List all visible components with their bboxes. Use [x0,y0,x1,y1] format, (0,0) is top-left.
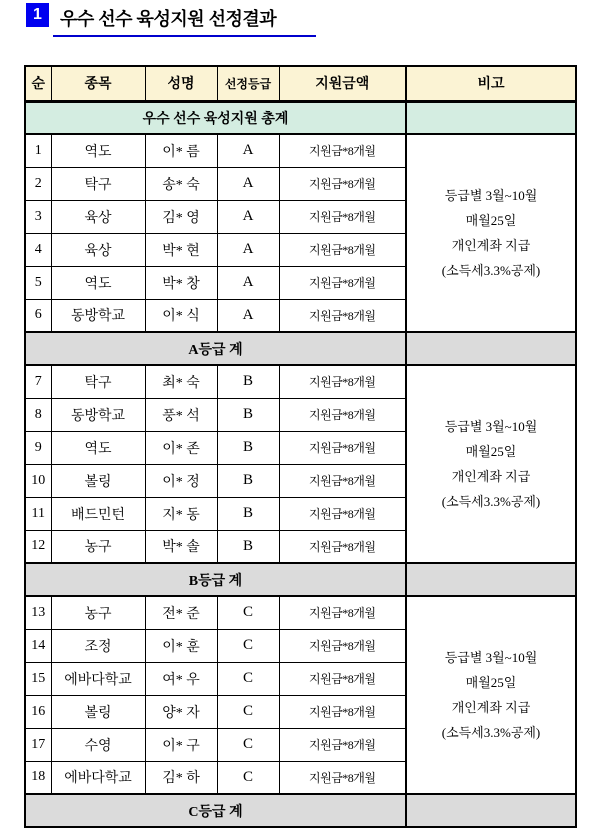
cell-amount: 지원금*8개월 [279,695,406,728]
cell-amount: 지원금*8개월 [279,464,406,497]
total-summary-row [25,101,576,134]
cell-no: 4 [25,233,51,266]
grade-subtotal-label: B등급 계 [25,563,406,596]
cell-amount: 지원금*8개월 [279,233,406,266]
cell-no: 15 [25,662,51,695]
cell-name: 이* 름 [145,134,217,167]
cell-name: 박* 창 [145,266,217,299]
cell-name: 김* 영 [145,200,217,233]
cell-grade: A [217,266,279,299]
col-header-name: 성명 [145,66,217,101]
cell-amount: 지원금*8개월 [279,365,406,398]
remark-line: 등급별 3월~10월 [444,188,538,203]
page-title: 우수 선수 육성지원 선정결과 [53,3,316,37]
cell-no: 6 [25,299,51,332]
cell-amount: 지원금*8개월 [279,629,406,662]
cell-sport: 역도 [51,266,145,299]
cell-no: 8 [25,398,51,431]
cell-no: 17 [25,728,51,761]
group-remark-cell [406,365,576,563]
cell-sport: 농구 [51,596,145,629]
cell-sport: 동방학교 [51,299,145,332]
remark-empty-cell [406,794,576,827]
cell-grade: C [217,761,279,794]
grade-c-subtotal-row [25,794,576,827]
cell-no: 16 [25,695,51,728]
cell-grade: B [217,398,279,431]
cell-grade: C [217,695,279,728]
remark-line: 매월25일 [465,213,517,228]
grade-subtotal-label: C등급 계 [25,794,406,827]
cell-sport: 배드민턴 [51,497,145,530]
cell-no: 5 [25,266,51,299]
cell-grade: C [217,728,279,761]
cell-name: 이* 존 [145,431,217,464]
cell-no: 1 [25,134,51,167]
cell-name: 이* 식 [145,299,217,332]
cell-name: 여* 우 [145,662,217,695]
remark-line: 매월25일 [465,444,517,459]
cell-sport: 수영 [51,728,145,761]
cell-sport: 탁구 [51,167,145,200]
cell-name: 양* 자 [145,695,217,728]
cell-grade: C [217,662,279,695]
total-summary-label: 우수 선수 육성지원 총계 [25,101,406,134]
cell-no: 14 [25,629,51,662]
cell-no: 10 [25,464,51,497]
col-header-sport: 종목 [51,66,145,101]
cell-grade: A [217,167,279,200]
grade-b-subtotal-row [25,563,576,596]
cell-sport: 탁구 [51,365,145,398]
cell-sport: 에바다학교 [51,761,145,794]
cell-amount: 지원금*8개월 [279,662,406,695]
group-remark-cell [406,134,576,332]
cell-sport: 역도 [51,431,145,464]
cell-grade: C [217,596,279,629]
cell-grade: B [217,464,279,497]
cell-amount: 지원금*8개월 [279,398,406,431]
cell-name: 이* 훈 [145,629,217,662]
cell-grade: B [217,365,279,398]
col-header-remark: 비고 [406,66,576,101]
cell-name: 최* 숙 [145,365,217,398]
remark-empty-cell [406,332,576,365]
table-row [25,365,576,398]
grade-a-subtotal-row [25,332,576,365]
cell-amount: 지원금*8개월 [279,761,406,794]
cell-amount: 지원금*8개월 [279,200,406,233]
remark-line: (소득세3.3%공제) [441,263,541,278]
cell-sport: 육상 [51,200,145,233]
results-table [24,65,577,828]
cell-amount: 지원금*8개월 [279,134,406,167]
cell-sport: 역도 [51,134,145,167]
cell-sport: 조정 [51,629,145,662]
cell-no: 7 [25,365,51,398]
cell-amount: 지원금*8개월 [279,167,406,200]
cell-amount: 지원금*8개월 [279,497,406,530]
cell-sport: 볼링 [51,464,145,497]
cell-no: 2 [25,167,51,200]
cell-sport: 볼링 [51,695,145,728]
cell-name: 김* 하 [145,761,217,794]
table-row [25,596,576,629]
cell-grade: B [217,431,279,464]
col-header-grade: 선정등급 [217,66,279,101]
cell-grade: C [217,629,279,662]
cell-name: 이* 구 [145,728,217,761]
remark-line: 개인계좌 지급 [451,700,531,715]
remark-empty-cell [406,101,576,134]
remark-line: (소득세3.3%공제) [441,725,541,740]
cell-name: 전* 준 [145,596,217,629]
cell-no: 3 [25,200,51,233]
cell-no: 18 [25,761,51,794]
cell-sport: 육상 [51,233,145,266]
cell-grade: A [217,200,279,233]
cell-name: 박* 솔 [145,530,217,563]
remark-line: 개인계좌 지급 [451,469,531,484]
cell-name: 풍* 석 [145,398,217,431]
cell-no: 9 [25,431,51,464]
cell-sport: 농구 [51,530,145,563]
cell-amount: 지원금*8개월 [279,266,406,299]
header-row [25,66,576,101]
cell-name: 송* 숙 [145,167,217,200]
cell-name: 이* 정 [145,464,217,497]
cell-amount: 지원금*8개월 [279,299,406,332]
remark-empty-cell [406,563,576,596]
cell-amount: 지원금*8개월 [279,596,406,629]
remark-line: 매월25일 [465,675,517,690]
col-header-amount: 지원금액 [279,66,406,101]
cell-name: 지* 동 [145,497,217,530]
cell-sport: 에바다학교 [51,662,145,695]
cell-amount: 지원금*8개월 [279,431,406,464]
remark-line: 등급별 3월~10월 [444,419,538,434]
cell-no: 11 [25,497,51,530]
grade-subtotal-label: A등급 계 [25,332,406,365]
cell-grade: A [217,233,279,266]
document-title-block [26,0,600,37]
remark-line: 등급별 3월~10월 [444,650,538,665]
group-remark-cell [406,596,576,794]
cell-sport: 동방학교 [51,398,145,431]
cell-name: 박* 현 [145,233,217,266]
table-row [25,134,576,167]
cell-no: 12 [25,530,51,563]
cell-grade: B [217,497,279,530]
title-number-badge: 1 [26,3,49,27]
remark-line: (소득세3.3%공제) [441,494,541,509]
cell-amount: 지원금*8개월 [279,530,406,563]
cell-amount: 지원금*8개월 [279,728,406,761]
cell-grade: A [217,299,279,332]
cell-grade: B [217,530,279,563]
col-header-no: 순 [25,66,51,101]
cell-no: 13 [25,596,51,629]
remark-line: 개인계좌 지급 [451,238,531,253]
cell-grade: A [217,134,279,167]
